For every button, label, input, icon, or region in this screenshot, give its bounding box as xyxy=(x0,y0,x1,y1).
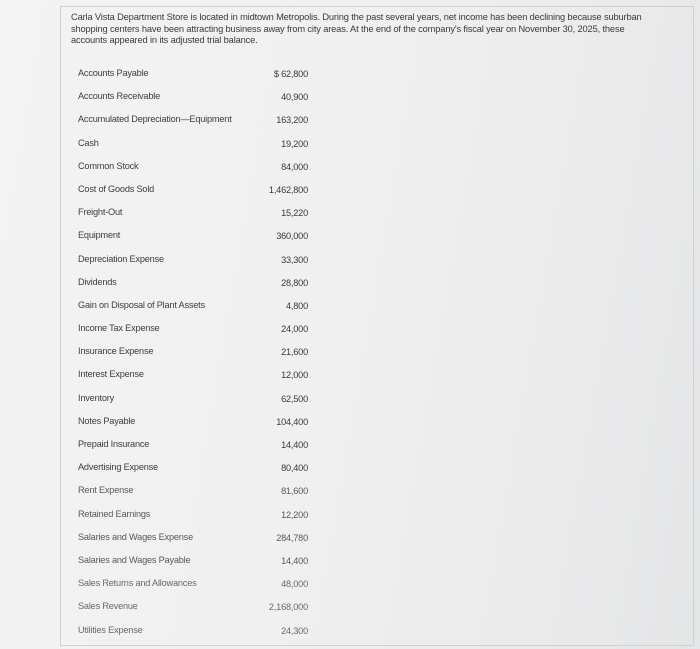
table-row xyxy=(78,412,318,435)
table-row xyxy=(78,87,318,110)
account-name: Accumulated Depreciation—Equipment xyxy=(78,114,232,125)
account-name: Insurance Expense xyxy=(78,346,154,357)
table-row xyxy=(78,528,318,551)
account-name: Income Tax Expense xyxy=(78,323,160,334)
account-amount: 80,400 xyxy=(281,463,308,474)
account-amount: 12,000 xyxy=(281,370,308,381)
account-amount: 21,600 xyxy=(281,347,308,358)
account-name: Dividends xyxy=(78,276,117,287)
account-amount: 12,200 xyxy=(281,509,308,520)
account-name: Cost of Goods Sold xyxy=(78,183,155,194)
account-name: Sales Revenue xyxy=(78,601,138,612)
account-name: Accounts Receivable xyxy=(78,91,160,102)
table-row xyxy=(78,226,318,249)
table-row xyxy=(78,64,318,87)
account-amount: 24,000 xyxy=(281,324,308,335)
account-amount: 1,462,800 xyxy=(268,184,308,195)
table-row xyxy=(78,250,318,273)
table-row xyxy=(78,458,318,481)
table-row xyxy=(78,621,318,644)
account-name: Inventory xyxy=(78,392,114,403)
account-name: Common Stock xyxy=(78,160,139,171)
account-amount: 48,000 xyxy=(281,579,308,590)
account-amount: 81,600 xyxy=(281,486,308,497)
account-name: Notes Payable xyxy=(78,415,136,426)
account-amount: 163,200 xyxy=(276,115,308,126)
table-row xyxy=(78,180,318,203)
account-name: Advertising Expense xyxy=(78,462,158,473)
account-amount: 14,400 xyxy=(281,555,308,566)
account-name: Equipment xyxy=(78,230,121,241)
table-row xyxy=(78,273,318,296)
account-amount: 360,000 xyxy=(276,231,308,242)
account-name: Cash xyxy=(78,137,99,148)
account-name: Gain on Disposal of Plant Assets xyxy=(78,299,205,310)
account-amount: 14,400 xyxy=(281,440,308,450)
account-name: Salaries and Wages Expense xyxy=(78,531,193,542)
table-row xyxy=(78,597,318,620)
table-row xyxy=(78,203,318,226)
table-row xyxy=(78,157,318,180)
account-amount: 40,900 xyxy=(281,92,308,103)
table-row xyxy=(78,319,318,342)
table-row xyxy=(78,134,318,157)
table-row xyxy=(78,389,318,412)
account-name: Prepaid Insurance xyxy=(78,439,150,449)
account-amount: 15,220 xyxy=(281,208,308,219)
table-row xyxy=(78,574,318,597)
account-name: Freight-Out xyxy=(78,207,123,218)
account-name: Accounts Payable xyxy=(78,68,149,78)
account-name: Salaries and Wages Payable xyxy=(78,554,191,565)
account-name: Rent Expense xyxy=(78,485,134,496)
table-row xyxy=(78,505,318,528)
account-name: Utilities Expense xyxy=(78,624,143,635)
table-row xyxy=(78,342,318,365)
problem-intro-text: Carla Vista Department Store is located in midtown Metropolis. During the past several years, net income has been declining because suburban shopping centers have been attracting business away from city areas. At the end of the company's fiscal year on November 30, 2025, these accounts appeared in its adjusted trial balance. xyxy=(71,12,642,46)
account-amount: 33,300 xyxy=(281,254,308,265)
account-amount: 104,400 xyxy=(276,416,308,427)
account-amount: 24,300 xyxy=(281,625,308,636)
account-name: Retained Earnings xyxy=(78,508,151,519)
account-name: Depreciation Expense xyxy=(78,253,164,264)
table-row xyxy=(78,551,318,574)
table-row xyxy=(78,110,318,133)
account-amount: 62,500 xyxy=(281,393,308,404)
account-amount: 28,800 xyxy=(281,277,308,288)
account-amount: $ 62,800 xyxy=(273,69,308,79)
account-amount: 4,800 xyxy=(286,300,308,311)
account-amount: 2,168,000 xyxy=(268,602,308,613)
account-amount: 19,200 xyxy=(281,138,308,149)
table-row xyxy=(78,365,318,388)
account-name: Sales Returns and Allowances xyxy=(78,578,197,589)
table-row xyxy=(78,435,318,458)
account-amount: 84,000 xyxy=(281,161,308,172)
table-row xyxy=(78,296,318,319)
account-amount: 284,780 xyxy=(276,532,308,543)
account-name: Interest Expense xyxy=(78,369,144,380)
trial-balance-table xyxy=(78,64,318,644)
table-row xyxy=(78,481,318,504)
